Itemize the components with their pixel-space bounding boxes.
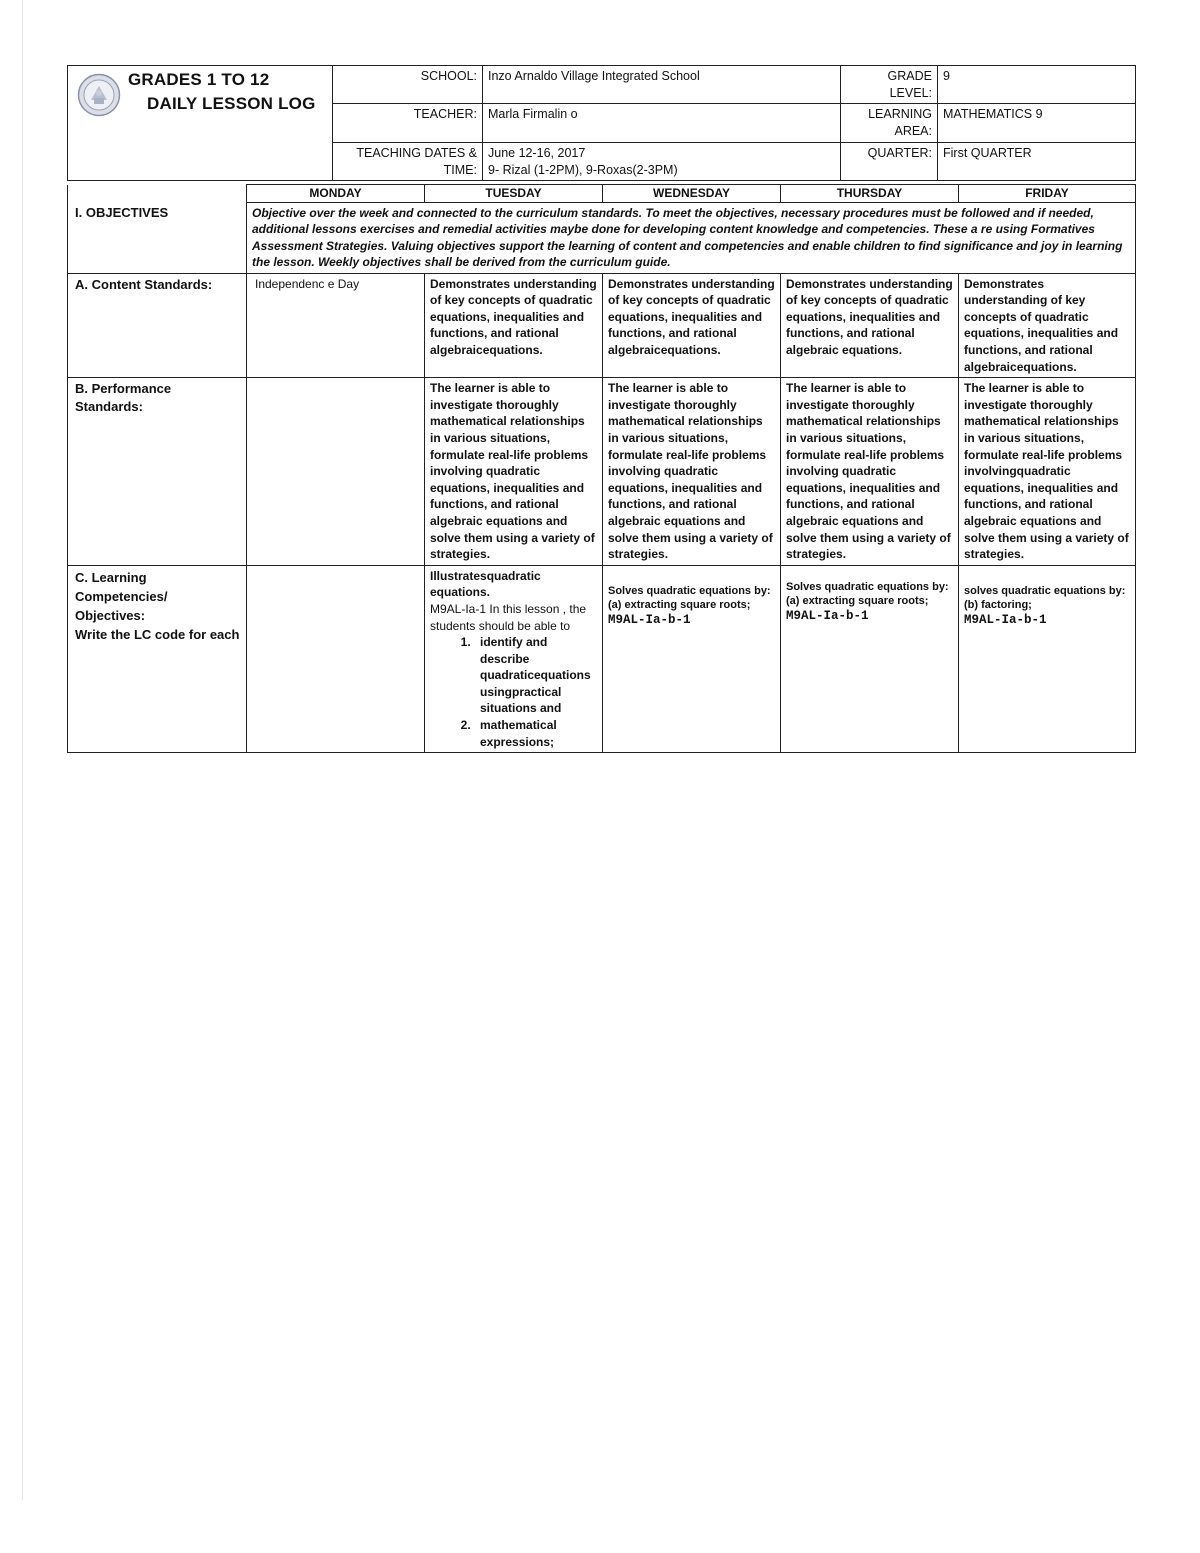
grade-level-value: 9 — [938, 66, 1136, 104]
lc-tuesday-list — [430, 634, 597, 750]
learning-competencies-row — [68, 565, 1136, 753]
learning-competencies-friday — [959, 565, 1136, 753]
lc-wednesday-text: Solves quadratic equations by: (a) extracting square roots; — [608, 584, 771, 611]
page-edge-line — [22, 0, 23, 1500]
performance-standards-monday — [247, 378, 425, 566]
day-wednesday: WEDNESDAY — [603, 185, 781, 203]
page-title-grades: GRADES 1 TO 12 — [128, 70, 270, 89]
teacher-label: TEACHER: — [333, 104, 483, 142]
header-title-cell — [68, 66, 333, 181]
content-standards-label: A. Content Standards: — [68, 273, 247, 378]
list-item: 2. mathematical expressions; — [474, 717, 597, 750]
quarter-value: First QUARTER — [938, 142, 1136, 180]
content-standards-monday: Independenc e Day — [247, 273, 425, 378]
content-standards-thursday: Demonstrates understanding of key concepts of quadratic equations, inequalities and functions, and rational algebraic equations. — [781, 273, 959, 378]
corner-cell — [68, 185, 247, 203]
day-monday: MONDAY — [247, 185, 425, 203]
day-thursday: THURSDAY — [781, 185, 959, 203]
dates-label-line1: TEACHING DATES & — [356, 145, 477, 160]
school-label: SCHOOL: — [333, 66, 483, 104]
teacher-value: Marla Firmalin o — [483, 104, 841, 142]
dates-value-line2: 9- Rizal (1-2PM), 9-Roxas(2-3PM) — [488, 162, 678, 177]
lc-wednesday-code: M9AL-Ia-b-1 — [608, 612, 691, 627]
lc-tuesday-intro: Illustratesquadratic equations. — [430, 568, 541, 600]
content-standards-wednesday: Demonstrates understanding of key concepts of quadratic equations, inequalities and functions, and rational algebraicequations. — [603, 273, 781, 378]
learning-competencies-thursday — [781, 565, 959, 753]
list-item: 1. identify and describe quadraticequations usingpractical situations and — [474, 634, 597, 717]
objectives-label: I. OBJECTIVES — [68, 203, 247, 274]
quarter-label: QUARTER: — [841, 142, 938, 180]
content-standards-row — [68, 273, 1136, 378]
day-friday: FRIDAY — [959, 185, 1136, 203]
lc-tuesday-code: M9AL-Ia-1 In this lesson , the students should be able to — [430, 601, 587, 633]
lc-friday-text: solves quadratic equations by: (b) factoring; — [964, 584, 1126, 611]
performance-standards-friday: The learner is able to investigate thoroughly mathematical relationships in various situations, formulate real-life problems involvingquadratic equations, inequalities and functions, and rational algebraic equations and solve them using a variety of strategies. — [959, 378, 1136, 566]
dates-label — [333, 142, 483, 180]
performance-standards-label — [68, 378, 247, 566]
objectives-text: Objective over the week and connected to the curriculum standards. To meet the objectives, necessary procedures must be followed and if needed, additional lessons exercises and remedial activities maybe done for developing content knowledge and competencies. These a re using Formatives Assessment Strategies. Valuing objectives support the learning of content and competencies and enable children to find significance and joy in learning the lesson. Weekly objectives shall be derived from the curriculum guide. — [247, 203, 1136, 274]
days-header-row — [68, 185, 1136, 203]
performance-standards-wednesday: The learner is able to investigate thoroughly mathematical relationships in various situations, formulate real-life problems involving quadratic equations, inequalities and functions, and rational algebraic equations and solve them using a variety of strategies. — [603, 378, 781, 566]
learning-competencies-wednesday — [603, 565, 781, 753]
performance-standards-label-line1: B. Performance — [75, 381, 172, 397]
content-standards-tuesday: Demonstrates understanding of key concepts of quadratic equations, inequalities and functions, and rational algebraicequations. — [425, 273, 603, 378]
day-tuesday: TUESDAY — [425, 185, 603, 203]
school-value: Inzo Arnaldo Village Integrated School — [483, 66, 841, 104]
dates-label-line2: TIME: — [443, 162, 477, 177]
learning-area-label — [841, 104, 938, 142]
learning-competencies-label-line1: C. Learning — [75, 569, 147, 585]
performance-standards-row — [68, 378, 1136, 566]
performance-standards-label-line2: Standards: — [75, 399, 143, 415]
dates-value-line1: June 12-16, 2017 — [488, 145, 586, 160]
lesson-log-header — [67, 65, 1136, 181]
content-standards-friday: Demonstrates understanding of key concepts of quadratic equations, inequalities and functions, and rational algebraicequations. — [959, 273, 1136, 378]
page-title-dll: DAILY LESSON LOG — [147, 94, 316, 113]
learning-area-label-line2: AREA: — [894, 124, 932, 139]
dates-value — [483, 142, 841, 180]
lesson-log-table — [67, 184, 1136, 753]
learning-area-value: MATHEMATICS 9 — [938, 104, 1136, 142]
learning-area-label-line1: LEARNING — [868, 107, 932, 122]
lc-thursday-text: Solves quadratic equations by: (a) extracting square roots; — [786, 580, 949, 607]
learning-competencies-monday — [247, 565, 425, 753]
learning-competencies-tuesday — [425, 565, 603, 753]
lc-friday-code: M9AL-Ia-b-1 — [964, 612, 1047, 627]
deped-seal-icon — [77, 73, 121, 117]
performance-standards-thursday: The learner is able to investigate thoroughly mathematical relationships in various situations, formulate real-life problems involving quadratic equations, inequalities and functions, and rational algebraic equations and solve them using a variety of strategies. — [781, 378, 959, 566]
lc-thursday-code: M9AL-Ia-b-1 — [786, 608, 869, 623]
grade-level-label: GRADE LEVEL: — [841, 66, 938, 104]
objectives-row — [68, 203, 1136, 274]
learning-competencies-label-line2: Competencies/ Objectives: — [75, 588, 168, 623]
learning-competencies-label — [68, 565, 247, 753]
learning-competencies-label-line3: Write the LC code for each — [75, 626, 240, 642]
performance-standards-tuesday: The learner is able to investigate thoroughly mathematical relationships in various situations, formulate real-life problems involving quadratic equations, inequalities and functions, and rational algebraic equations and solve them using a variety of strategies. — [425, 378, 603, 566]
